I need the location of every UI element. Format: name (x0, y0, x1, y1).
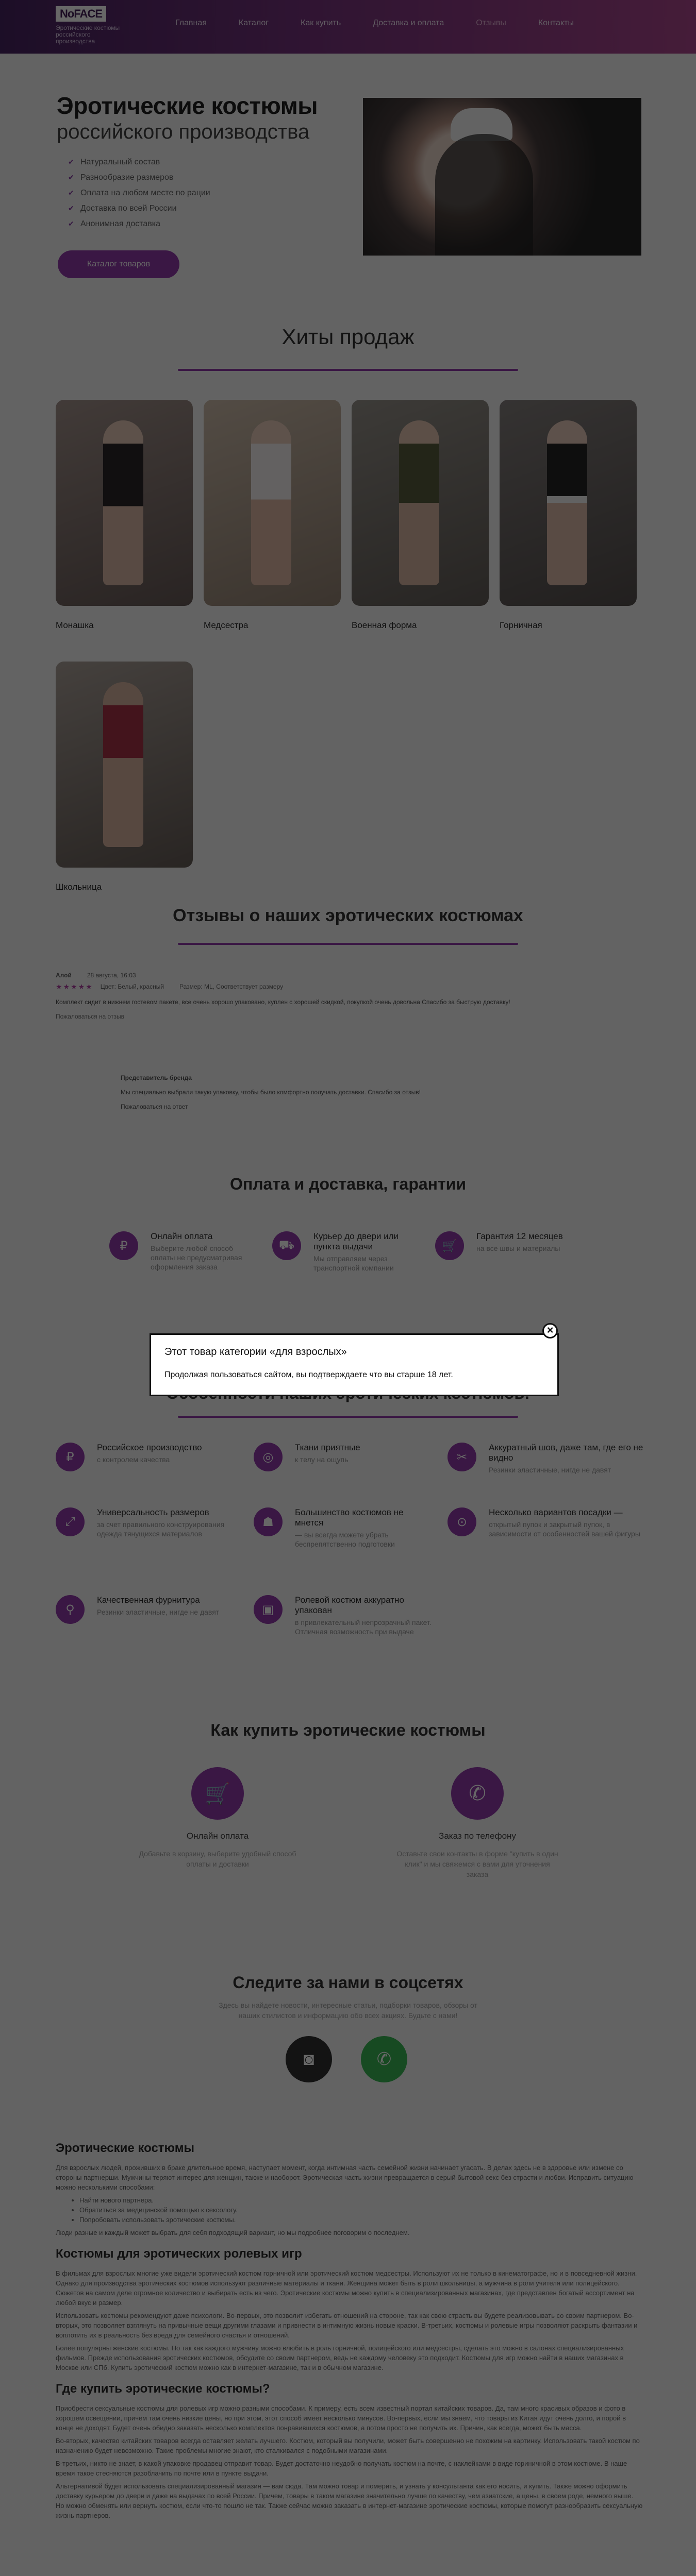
close-icon[interactable]: × (542, 1323, 558, 1338)
modal-text: Продолжая пользоваться сайтом, вы подтверждаете что вы старше 18 лет. (164, 1370, 453, 1379)
age-warning-modal (150, 1333, 559, 1396)
modal-title: Этот товар категории «для взрослых» (164, 1346, 347, 1358)
